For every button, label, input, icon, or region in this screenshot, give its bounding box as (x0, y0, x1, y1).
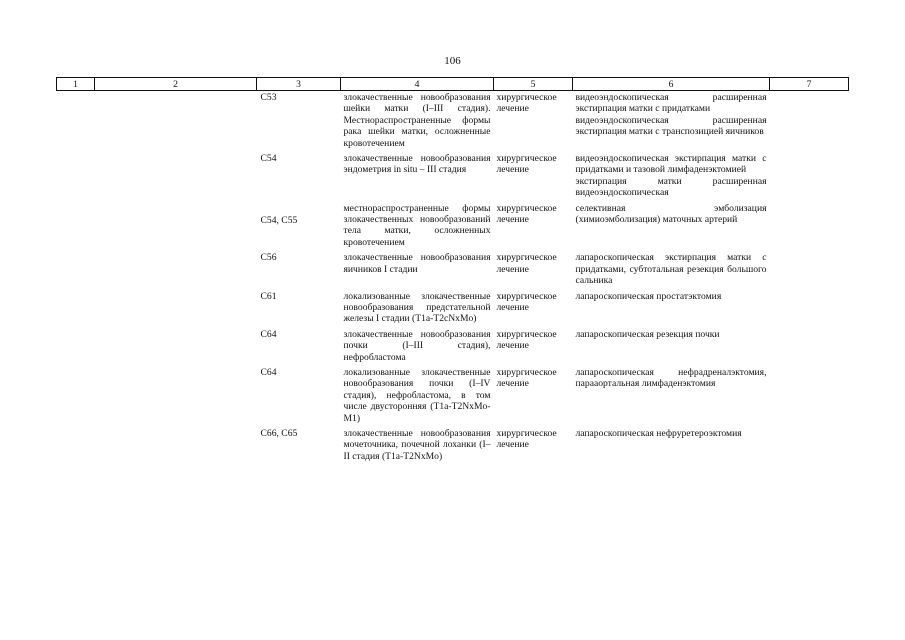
table-row (57, 427, 849, 465)
diagnosis-text: локализованные злокачественные новообразования почки (I–IV стадия), нефробластома, в том числе двусторонняя (T1a-T2NxMo-M1) (343, 366, 491, 424)
table-header-row (57, 78, 849, 91)
cell-empty (770, 427, 849, 465)
treatment-methods (573, 91, 770, 153)
treatment-type: хирургическое лечение (496, 153, 557, 176)
cell-empty (57, 290, 95, 328)
method-text: видеоэндоскопическая расширенная экстирпация матки с транспозицией яичников (575, 114, 767, 138)
column-header-3: 3 (257, 78, 341, 91)
cell-empty (770, 251, 849, 289)
treatment-methods (573, 152, 770, 202)
diagnosis-text: злокачественные новообразования мочеточника, почечной лоханки (I–II стадия (T1a-T2NxMo) (343, 427, 491, 462)
cell-empty (770, 202, 849, 252)
cell-empty (95, 366, 257, 427)
column-header-2: 2 (95, 78, 257, 91)
cell-empty (57, 427, 95, 465)
icd-code: C53 (260, 92, 277, 103)
method-text: селективная эмболизация (химиоэмболизация) маточных артерий (575, 202, 767, 226)
method-text: лапароскопическая резекция почки (575, 328, 720, 340)
cell-empty (95, 290, 257, 328)
treatment-methods (573, 427, 770, 465)
page-number: 106 (444, 55, 461, 67)
treatment-type: хирургическое лечение (496, 290, 557, 313)
icd-code: C54 (260, 153, 277, 165)
cell-empty (57, 251, 95, 289)
method-text: лапароскопическая нефрадреналэктомия, парааортальная лимфаденэктомия (575, 366, 767, 390)
icd-code: C61 (260, 290, 277, 302)
diagnosis-text: локализованные злокачественные новообразования предстательной железы I стадии (T1a-T2cNxMo) (343, 290, 491, 325)
method-text: видеоэндоскопическая экстирпация матки с придатками и тазовой лимфаденэктомией (575, 153, 767, 176)
icd-code (257, 202, 341, 252)
cell-empty (95, 202, 257, 252)
cell-empty (770, 328, 849, 366)
treatment-type: хирургическое лечение (496, 366, 557, 390)
treatment-type: хирургическое лечение (496, 202, 557, 226)
method-text: видеоэндоскопическая расширенная экстирпация матки с придатками (575, 92, 767, 115)
column-header-4: 4 (341, 78, 494, 91)
method-text: лапароскопическая простатэктомия (575, 290, 722, 302)
cell-empty (770, 366, 849, 427)
icd-code: C66, C65 (260, 427, 298, 439)
cell-empty (95, 427, 257, 465)
cell-empty (770, 91, 849, 153)
table-row (57, 202, 849, 252)
column-header-5: 5 (494, 78, 573, 91)
icd-code: C64 (260, 366, 277, 378)
cell-empty (95, 152, 257, 202)
table-row (57, 290, 849, 328)
treatment-methods (573, 328, 770, 366)
cell-empty (95, 91, 257, 153)
table-row (57, 251, 849, 289)
column-header-1: 1 (57, 78, 95, 91)
diagnosis-text: злокачественные новообразования эндометрия in situ – III стадия (343, 153, 491, 176)
treatment-type: хирургическое лечение (496, 328, 557, 352)
cell-empty (57, 152, 95, 202)
cell-empty (95, 251, 257, 289)
table-row (57, 366, 849, 427)
treatment-type: хирургическое лечение (496, 427, 557, 451)
cell-empty (770, 290, 849, 328)
cell-empty (57, 202, 95, 252)
icd-code: C64 (260, 328, 277, 340)
diagnosis-text: злокачественные новообразования почки (I–III стадия), нефробластома (343, 328, 491, 363)
treatment-type: хирургическое лечение (496, 252, 557, 275)
method-text: лапароскопическая нефруретероэктомия (575, 427, 742, 439)
column-header-7: 7 (770, 78, 849, 91)
cell-empty (57, 91, 95, 153)
treatment-table (56, 77, 849, 465)
cell-empty (57, 328, 95, 366)
table-row (57, 152, 849, 202)
method-text: экстирпация матки расширенная видеоэндоскопическая (575, 175, 767, 199)
method-text: лапароскопическая экстирпация матки с придатками, субтотальная резекция большого сальника (575, 252, 767, 287)
treatment-methods (573, 251, 770, 289)
cell-empty (770, 152, 849, 202)
diagnosis-text: злокачественные новообразования шейки матки (I–III стадия). Местнораспространенные формы рака шейки матки, осложненные кровотечением (343, 92, 491, 149)
diagnosis-text: злокачественные новообразования яичников I стадии (343, 252, 491, 275)
table-row (57, 328, 849, 366)
table-row (57, 91, 849, 153)
treatment-methods (573, 366, 770, 427)
cell-empty (95, 328, 257, 366)
treatment-type: хирургическое лечение (496, 92, 557, 115)
treatment-methods (573, 202, 770, 252)
diagnosis-text: местнораспространенные формы злокачественных новообразований тела матки, осложненных кровотечением (343, 202, 491, 248)
icd-code-text: C54, C55 (260, 214, 298, 226)
cell-empty (57, 366, 95, 427)
column-header-6: 6 (573, 78, 770, 91)
icd-code: C56 (260, 252, 277, 264)
treatment-methods (573, 290, 770, 328)
